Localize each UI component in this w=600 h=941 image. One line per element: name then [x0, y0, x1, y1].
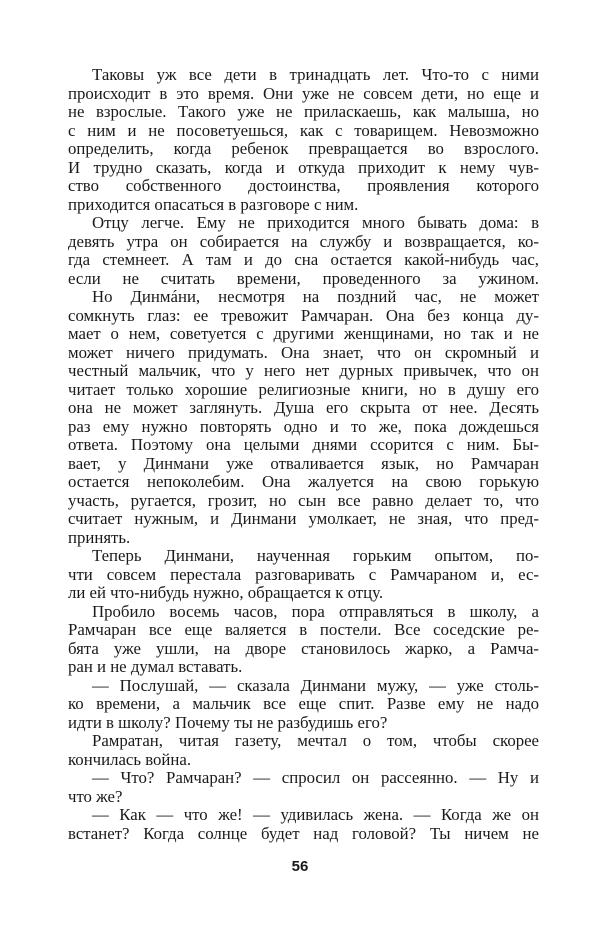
- text-line: И трудно сказать, когда и откуда приходит к нему чув-: [68, 157, 539, 177]
- page-number: 56: [291, 858, 309, 875]
- text-line: ответа. Поэтому она целыми днями ссорится с ним. Бы-: [68, 435, 539, 454]
- text-line: вает, у Динмани уже отваливается язык, но Рамчаран: [68, 453, 539, 473]
- text-line: кончилась война.: [68, 749, 192, 769]
- text-line: приходится опасаться в разговоре с ним.: [68, 194, 359, 214]
- text-line: ко времени, а мальчик все еще спит. Разве ему не надо: [68, 694, 539, 713]
- text-line: ран и не думал вставать.: [68, 657, 243, 676]
- text-line: Теперь Динмани, наученная горьким опытом, по-: [92, 546, 539, 565]
- text-line: — Как — что же! — удивилась жена. — Когда же он: [92, 805, 539, 824]
- text-line: гда стемнеет. А там и до сна остается какой-нибудь час,: [68, 250, 539, 269]
- text-line: Рамратан, читая газету, мечтал о том, чтобы скорее: [92, 731, 539, 750]
- text-line: девять утра он собирается на службу и возвращается, ко-: [68, 231, 539, 251]
- text-line: участь, ругается, грозит, но сын все равно делает то, что: [68, 490, 539, 510]
- text-line: — Что? Рамчаран? — спросил он рассеянно. — Ну и: [92, 768, 539, 787]
- text-line: Таковы уж все дети в тринадцать лет. Что-то с ними: [92, 65, 539, 84]
- text-line: Но Динмáни, несмотря на поздний час, не может: [92, 287, 539, 306]
- text-line: читает только хорошие религиозные книги, но в душу его: [68, 379, 539, 399]
- text-line: чти совсем перестала разговаривать с Рамчараном и, ес-: [68, 564, 539, 584]
- text-line: Пробило восемь часов, пора отправляться в школу, а: [92, 601, 539, 621]
- text-line: если не считать времени, проведенного за ужином.: [68, 268, 539, 288]
- text-line: бята уже ушли, на дворе становилось жарко, а Рамча-: [68, 638, 539, 658]
- text-line: происходит в это время. Они уже не совсем дети, но еще и: [68, 83, 539, 103]
- text-line: с ним и не посоветуешься, как с товарищем. Невозможно: [68, 120, 539, 140]
- text-line: идти в школу? Почему ты не разбудишь его?: [68, 712, 388, 732]
- text-line: может ничего придумать. Она знает, что он скромный и: [68, 342, 539, 362]
- text-line: Отцу легче. Ему не приходится много бывать дома: в: [92, 213, 539, 232]
- book-page-text: [68, 66, 539, 843]
- text-line: Рамчаран все еще валяется в постели. Все соседские ре-: [68, 620, 539, 639]
- text-line: сомкнуть глаз: ее тревожит Рамчаран. Она без конца ду-: [68, 305, 539, 325]
- text-line: считает нужным, и Динмани умолкает, не зная, что пред-: [68, 509, 539, 528]
- text-line: принять.: [68, 527, 131, 547]
- text-line: мает о нем, советуется с другими женщинами, но так и не: [68, 324, 539, 343]
- text-line: ство собственного достоинства, проявления которого: [68, 176, 539, 195]
- text-line: встанет? Когда солнце будет над головой? Ты ничем не: [68, 823, 539, 843]
- text-line: не взрослые. Такого уже не приласкаешь, как малыша, но: [68, 102, 539, 121]
- text-line: раз ему нужно повторять одно и то же, пока дождешься: [68, 416, 539, 436]
- text-line: определить, когда ребенок превращается во взрослого.: [68, 139, 539, 158]
- text-line: остается непоколебим. Она жалуется на свою горькую: [68, 472, 539, 491]
- text-line: она не может заглянуть. Душа его скрыта от нее. Десять: [68, 398, 539, 417]
- text-line: ли ей что-нибудь нужно, обращается к отцу.: [68, 583, 384, 602]
- text-line: — Послушай, — сказала Динмани мужу, — уже столь-: [92, 675, 539, 695]
- text-line: честный мальчик, что у него нет дурных привычек, что он: [68, 361, 539, 380]
- text-line: что же?: [68, 786, 123, 806]
